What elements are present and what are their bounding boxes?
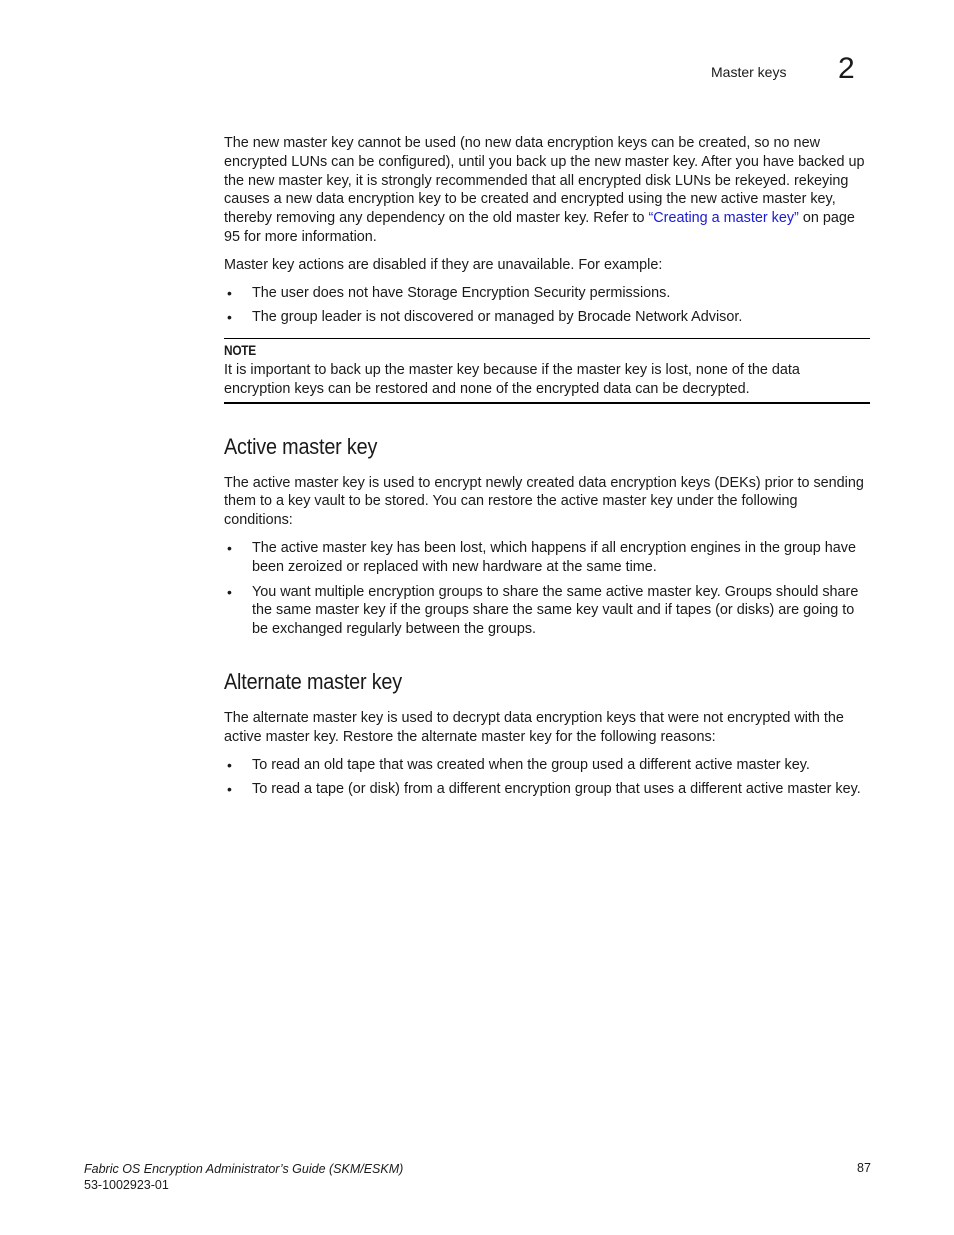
page-number: 87 bbox=[857, 1161, 871, 1175]
list-item-text: To read an old tape that was created when the group used a different active master key. bbox=[252, 756, 810, 773]
active-master-key-body: The active master key is used to encrypt newly created data encryption keys (DEKs) prior to sending them to a key vault to be stored. You can restore the active master key under the following conditions: bbox=[224, 474, 864, 529]
note-box bbox=[224, 338, 870, 403]
header-section-title: Master keys bbox=[711, 64, 787, 80]
list-item bbox=[224, 284, 870, 303]
list-item bbox=[224, 756, 870, 775]
list-item-text: The group leader is not discovered or managed by Brocade Network Advisor. bbox=[252, 309, 743, 326]
alternate-bullet-list bbox=[224, 756, 870, 800]
intro-text-after-link: on page 95 for more information. bbox=[224, 210, 855, 245]
intro-text-before-link: The new master key cannot be used (no new data encryption keys can be created, so no new encrypted LUNs can be configured), until you back up the new master key. After you have backed up the new master key, it is strongly recommended that all encrypted disk LUNs be rekeyed. rekeying causes a new data encryption key to be created and encrypted using the new active master key, thereby removing any dependency on the old master key. Refer to bbox=[224, 135, 865, 227]
list-item-text: The active master key has been lost, which happens if all encryption engines in the group have been zeroized or replaced with new hardware at the same time. bbox=[252, 539, 856, 575]
note-label: NOTE bbox=[224, 343, 256, 359]
bullet-icon: • bbox=[227, 539, 232, 556]
list-item bbox=[224, 308, 870, 327]
intro-paragraph bbox=[224, 134, 870, 247]
disabled-bullet-list bbox=[224, 284, 870, 328]
active-master-key-heading: Active master key bbox=[224, 433, 378, 459]
list-item-text: To read a tape (or disk) from a different encryption group that uses a different active master key. bbox=[252, 781, 861, 798]
footer-document-number: 53-1002923-01 bbox=[84, 1178, 169, 1192]
bullet-icon: • bbox=[227, 309, 232, 326]
list-item bbox=[224, 780, 870, 799]
bullet-icon: • bbox=[227, 284, 232, 301]
bullet-icon: • bbox=[227, 583, 232, 600]
list-item-text: The user does not have Storage Encryption Security permissions. bbox=[252, 284, 671, 301]
disabled-intro-paragraph: Master key actions are disabled if they are unavailable. For example: bbox=[224, 256, 663, 273]
footer-document-title: Fabric OS Encryption Administrator’s Guide (SKM/ESKM) bbox=[84, 1162, 404, 1176]
header-chapter-number: 2 bbox=[838, 52, 855, 85]
alternate-master-key-body: The alternate master key is used to decrypt data encryption keys that were not encrypted with the active master key. Restore the alternate master key for the following reasons: bbox=[224, 709, 844, 745]
note-text: It is important to back up the master key because if the master key is lost, none of the data encryption keys can be restored and none of the encrypted data can be decrypted. bbox=[224, 361, 800, 397]
active-bullet-list bbox=[224, 539, 870, 639]
list-item bbox=[224, 583, 870, 639]
list-item bbox=[224, 539, 870, 577]
bullet-icon: • bbox=[227, 781, 232, 798]
list-item-text: You want multiple encryption groups to share the same active master key. Groups should share the same master key if the groups share the same key vault and if tapes (or disks) are going to be exchanged regularly between the groups. bbox=[252, 583, 859, 638]
page-footer bbox=[84, 1161, 403, 1193]
alternate-master-key-heading: Alternate master key bbox=[224, 668, 402, 694]
creating-master-key-link[interactable]: “Creating a master key” bbox=[648, 210, 799, 227]
main-content bbox=[224, 134, 870, 805]
bullet-icon: • bbox=[227, 756, 232, 773]
